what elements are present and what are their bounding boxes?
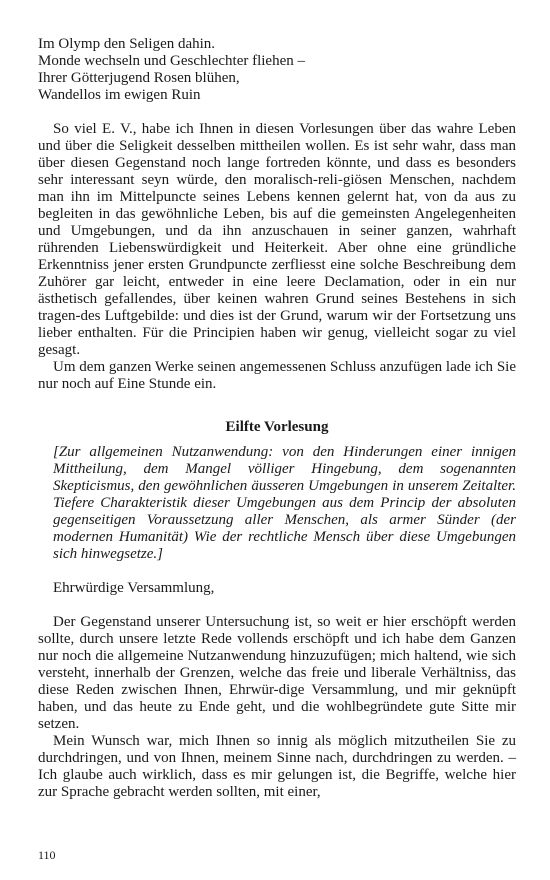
book-page <box>38 36 516 801</box>
salutation: Ehrwürdige Versammlung, <box>53 580 215 596</box>
body-paragraph: Mein Wunsch war, mich Ihnen so innig als möglich mitzutheilen Sie zu durchdringen, und von Ihnen, meinem Sinne nach, durchdringen zu werden. – Ich glaube auch wirklich, dass es mir gelungen ist, die Begriffe, welche hier zur Sprache gebracht werden sollten, mit einer, <box>38 733 516 800</box>
verse-line: Im Olymp den Seligen dahin. <box>38 36 216 52</box>
verse-block <box>38 36 516 104</box>
body-paragraph: Um dem ganzen Werke seinen angemessenen Schluss anzufügen lade ich Sie nur noch auf Eine Stunde ein. <box>38 359 516 392</box>
verse-line: Ihrer Götterjugend Rosen blühen, <box>38 70 240 86</box>
verse-line: Monde wechseln und Geschlechter fliehen – <box>38 53 305 69</box>
body-paragraph: Der Gegenstand unserer Untersuchung ist, so weit er hier erschöpft werden sollte, durch unsere letzte Rede vollends erschöpft und ich habe dem Ganzen nur noch die allgemeine Nutzanwendung hinzuzufügen; mich haltend, wie sich versteht, innerhalb der Grenzen, welche das freie und liberale Verhältniss, das diese Reden zwischen Ihnen, Ehrwür-dige Versammlung, und mir geknüpft haben, und das heute zu Ende geht, und die wohlbegründete gute Sitte mir setzen. <box>38 614 516 732</box>
lecture-heading: Eilfte Vorlesung <box>225 419 329 435</box>
body-paragraph: So viel E. V., habe ich Ihnen in diesen Vorlesungen über das wahre Leben und über die Seligkeit desselben mittheilen wollen. Es ist sehr wahr, dass man über diesen Gegenstand noch lange fortreden könnte, und dass es besonders sehr interessant seyn würde, den moralisch-reli-giösen Menschen, nachdem man ihn im Mittelpuncte seines Lebens kennen gelernt hat, von da aus zu begleiten in das gewöhnliche Leben, bis auf die gemeinsten Angelegenheiten und Umgebungen, und da ihn anzuschauen in seiner ganzen, wahrhaft rührenden Liebenswürdigkeit und Heiterkeit. Aber ohne eine gründliche Erkenntniss jener ersten Grundpuncte zerfliesst eine solche Beschreibung dem Zuhörer gar leicht, entweder in eine leere Declamation, oder in ein nur ästhetisch gefallendes, über keinen wahren Grund seines Bestehens in sich tragen-des Luftgebilde: und dies ist der Grund, warum wir der Fortsetzung uns lieber enthalten. Für die Principien haben wir genug, vielleicht sogar zu viel gesagt. <box>38 121 516 358</box>
page-number: 110 <box>38 848 56 862</box>
lecture-summary: [Zur allgemeinen Nutzanwendung: von den Hinderungen einer innigen Mittheilung, dem Mangel völliger Hingebung, dem sogenannten Skepticismus, den gewöhnlichen äusseren Umgebungen in unserem Zeitalter. Tiefere Charakteristik dieser Umgebungen aus dem Princip der absoluten gegenseitigen Voraussetzung aller Menschen, als armer Sünder (der modernen Humanität) Wie der rechtliche Mensch über diese Umgebungen sich hinwegsetze.] <box>53 444 516 562</box>
verse-line: Wandellos im ewigen Ruin <box>38 87 201 103</box>
